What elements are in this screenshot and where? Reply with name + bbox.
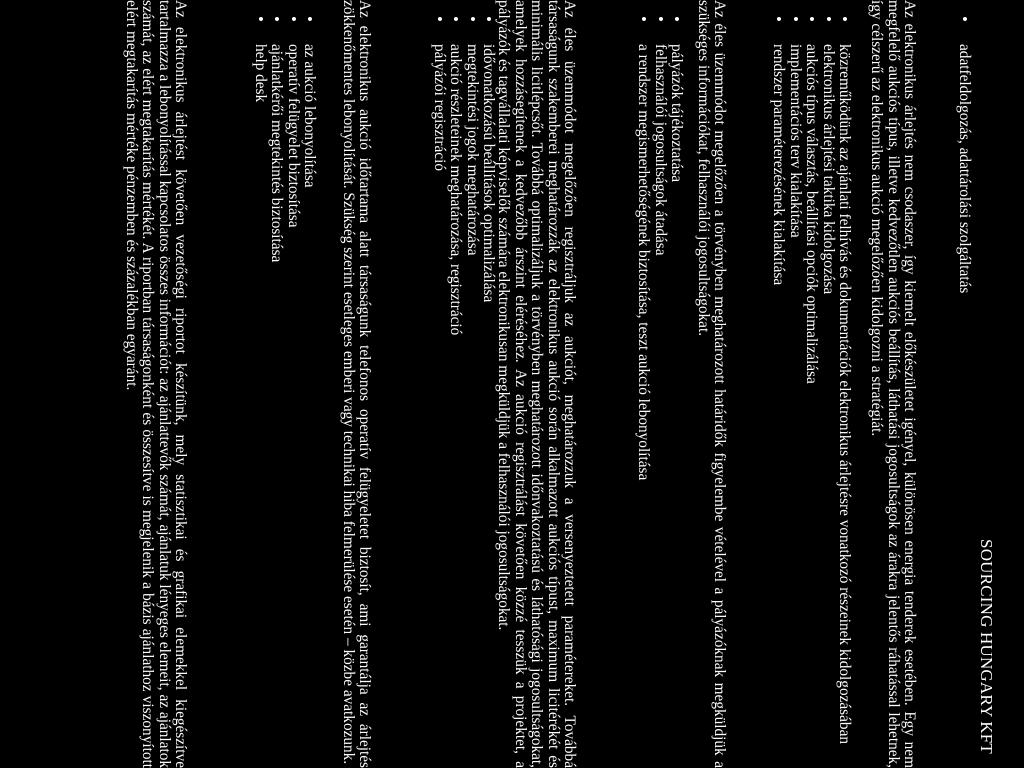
- list-item: • ajánlatkérői megtekintés biztosítása: [268, 0, 284, 768]
- section3-paragraph: Az éles üzemmódot megelőzően regisztráljuk az aukciót, meghatározzuk a versenyeztetett paramétereket. Továbbá társaságunk szakemberei meghatározzák az elektronikus aukció során alkalmazott aukciós típust, maximum licitérékét és minimális licitlépcsőt. Továbbá optimalizáljuk a törvényben meghatározott időnvakoztatású és láthatósági jogosultságokat, amelyek hozzásegítenek a kedvezőbb árszint eléréséhez. Az aukció regisztrálást követően közzé tesszük a projektet, a pályázók és tagvállalati képviselők számára elektronikusan megküldjük a felhasználói jogosultságokat.: [495, 0, 578, 768]
- list-item: • pályázói regisztráció: [430, 0, 446, 768]
- section1-paragraph: Az elektronikus árlejtés nem csodaszer, így kiemelt előkészületet igényel, különösen energia tenderek esetében. Egy nem megfelelő aukciós típus, illetve kedvezőtlen aukciós beállítás, láthatási jogosultságok az árakra jelentős ráhatással lehetnek, így célszerű az elektronikus aukció megelőzően kidolgozni a stratégiát.: [868, 0, 918, 768]
- section4-paragraph: Az elektronikus aukció időtartama alatt társaságunk telefonos operatív felügyeletet biztosít, ami garantálja az árlejtés zökkenőmentes lebonyolítását. Szükség szerint esetleges emberi vagy technikai hiba felmerülése esetén – közbe avatkozunk.: [339, 0, 373, 768]
- intro-bullet-list: [956, 0, 972, 768]
- list-item: • idővonatkozású beállítások optimalizálása: [480, 0, 496, 768]
- list-item: • elektronikus árlejtési taktika kidolgozása: [819, 0, 835, 768]
- list-item: • az aukció lebonyolítása: [301, 0, 317, 768]
- section1-bullet-list: [770, 0, 852, 768]
- company-header: SOURCING HUNGARY KFT: [977, 539, 996, 754]
- section2-bullet-list: [635, 0, 684, 768]
- list-item: • pályázók tájékoztatása: [668, 0, 684, 768]
- list-item: • implementációs terv kialakítása: [786, 0, 802, 768]
- section4-bullet-list: [251, 0, 317, 768]
- list-item: • megtekintési jogok meghatározása: [463, 0, 479, 768]
- list-item: • operatív felügyelet biztosítása: [284, 0, 300, 768]
- section3-bullet-list: [430, 0, 496, 768]
- list-item: • aukciós típus választás, beállítási opciók optimalizálása: [803, 0, 819, 768]
- list-item: • help desk: [251, 0, 267, 768]
- section5-paragraph: Az elektronikus árlejtést követően vezetőségi riportot készítünk, mely statisztikai és grafikai elemekkel kiegészítve tartalmazza a lebonyolítással kapcsolatos összes információt: az ajánlattevők számát, ajánlatuk lényeges elemeit, az ajánlatok számát, az elért megtakarítás mértékét. A riportban társaságonként és összesítve is megjelenik a bázis ajánlathoz viszonyított elért megtakarítás mértéke pénzemben és százalékban egyaránt.: [122, 0, 189, 768]
- list-item: • felhasználói jogosultságok átadása: [651, 0, 667, 768]
- list-item: • rendszer paraméterezésének kialakítása: [770, 0, 786, 768]
- list-item: • a rendszer megismerhetőségének biztosítása, teszt aukció lebonyolítása: [635, 0, 651, 768]
- list-item: • adatfeldolgozás, adattárolási szolgáltatás: [956, 0, 972, 768]
- list-item: • aukció részleteinek meghatározása, regisztráció: [447, 0, 463, 768]
- section2-paragraph: Az éles üzemmódot megelőzően a törvényben meghatározott határidők figyelembe vételével a pályázóknak megküldjük a szükséges információkat, felhasználói jogosultságokat.: [694, 0, 728, 768]
- list-item: • közreműködünk az ajánlati felhívás és dokumentációk elektronikus árlejtésre vonatkozó részeinek kidolgozásában: [836, 0, 852, 768]
